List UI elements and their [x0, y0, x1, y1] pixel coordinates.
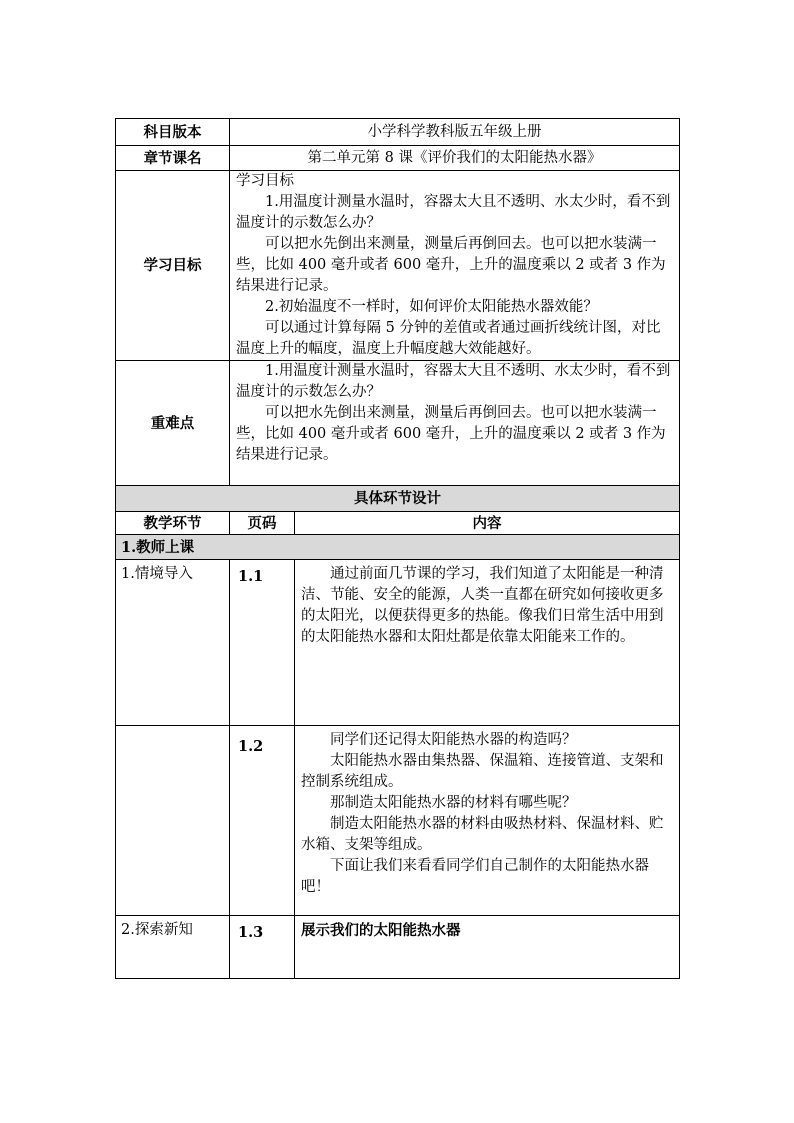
content-paragraph: 太阳能热水器由集热器、保温箱、连接管道、支架和控制系统组成。 — [301, 753, 664, 790]
table-row — [116, 726, 680, 916]
content-cell — [295, 560, 680, 726]
content-paragraph: 同学们还记得太阳能热水器的构造吗？ — [330, 732, 577, 748]
subject-row — [116, 119, 680, 146]
phase-row — [116, 535, 680, 560]
content-paragraph: 那制造太阳能热水器的材料有哪些呢？ — [330, 795, 577, 811]
column-header-row — [116, 512, 680, 535]
stage-cell: 2.探索新知 — [116, 916, 230, 979]
subject-value: 小学科学教科版五年级上册 — [230, 119, 680, 146]
stage-cell — [116, 726, 230, 916]
chapter-row — [116, 146, 680, 171]
key-row — [116, 361, 680, 486]
lesson-plan-table — [115, 118, 680, 979]
goals-paragraph: 2.初始温度不一样时，如何评价太阳能热水器效能？ — [265, 299, 598, 315]
page-ref: 1.1 — [230, 560, 295, 726]
table-row — [116, 560, 680, 726]
section-title: 具体环节设计 — [116, 486, 680, 512]
content-cell — [295, 726, 680, 916]
goals-title: 学习目标 — [236, 173, 294, 189]
col-stage-header: 教学环节 — [116, 512, 230, 535]
goals-row — [116, 171, 680, 361]
goals-paragraph: 1.用温度计测量水温时，容器太大且不透明、水太少时，看不到温度计的示数怎么办？ — [236, 194, 671, 231]
section-title-row — [116, 486, 680, 512]
goals-paragraph: 可以通过计算每隔 5 分钟的差值或者通过画折线统计图，对比温度上升的幅度，温度上升幅度越大效能越好。 — [236, 320, 661, 357]
page-ref: 1.2 — [230, 726, 295, 916]
content-paragraph: 制造太阳能热水器的材料由吸热材料、保温材料、贮水箱、支架等组成。 — [301, 816, 664, 853]
key-paragraph: 可以把水先倒出来测量，测量后再倒回去。也可以把水装满一些，比如 400 毫升或者 600 毫升，上升的温度乘以 2 或者 3 作为结果进行记录。 — [236, 405, 666, 463]
chapter-label: 章节课名 — [116, 146, 230, 171]
content-paragraph: 下面让我们来看看同学们自己制作的太阳能热水器吧！ — [301, 858, 649, 895]
subject-label: 科目版本 — [116, 119, 230, 146]
key-label: 重难点 — [116, 361, 230, 486]
content-title: 展示我们的太阳能热水器 — [295, 916, 680, 979]
key-paragraph: 1.用温度计测量水温时，容器太大且不透明、水太少时，看不到温度计的示数怎么办？ — [236, 363, 671, 400]
goals-content — [230, 171, 680, 361]
page-ref: 1.3 — [230, 916, 295, 979]
stage-cell: 1.情境导入 — [116, 560, 230, 726]
goals-label: 学习目标 — [116, 171, 230, 361]
phase-title: 1.教师上课 — [116, 535, 680, 560]
content-paragraph: 通过前面几节课的学习，我们知道了太阳能是一种清洁、节能、安全的能源，人类一直都在研究如何接收更多的太阳光，以便获得更多的热能。像我们日常生活中用到的太阳能热水器和太阳灶都是依靠太阳能来工作的。 — [301, 566, 664, 645]
col-page-header: 页码 — [230, 512, 295, 535]
col-content-header: 内容 — [295, 512, 680, 535]
key-content — [230, 361, 680, 486]
goals-paragraph: 可以把水先倒出来测量，测量后再倒回去。也可以把水装满一些，比如 400 毫升或者 600 毫升，上升的温度乘以 2 或者 3 作为结果进行记录。 — [236, 236, 666, 294]
table-row — [116, 916, 680, 979]
chapter-value: 第二单元第 8 课《评价我们的太阳能热水器》 — [230, 146, 680, 171]
